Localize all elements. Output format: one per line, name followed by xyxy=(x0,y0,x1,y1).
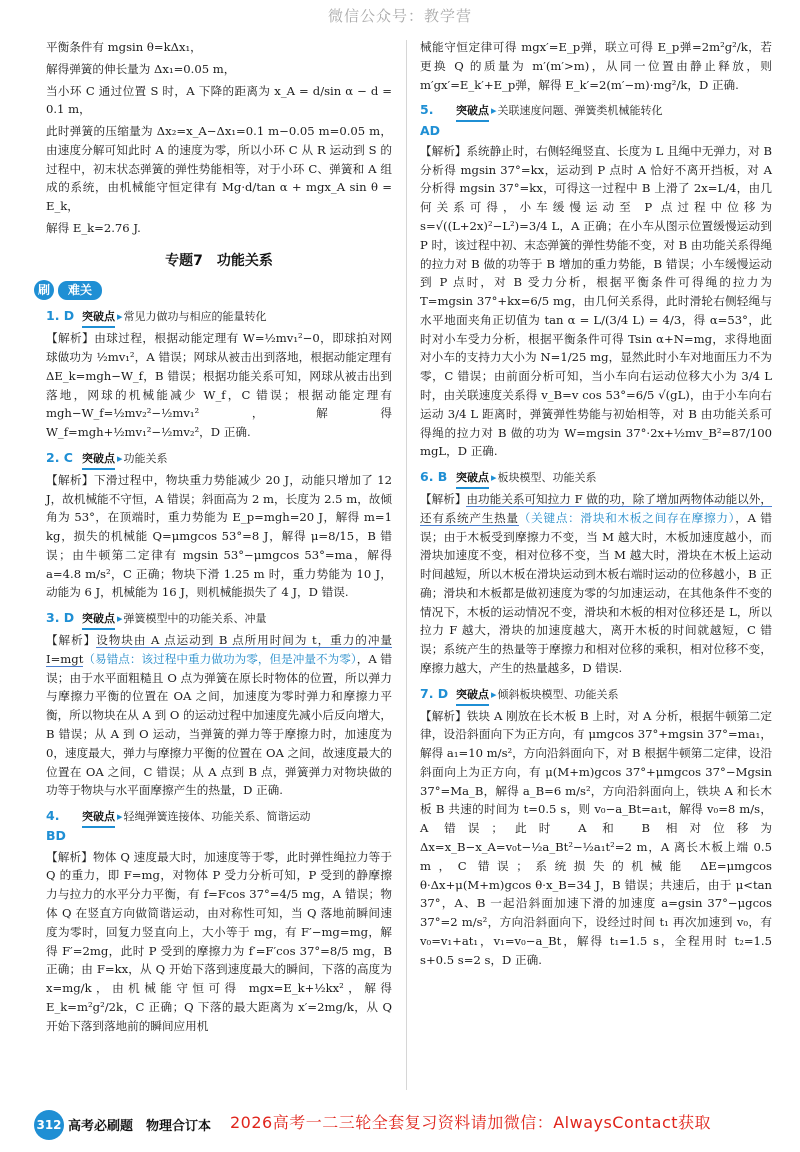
answer-item xyxy=(420,467,772,678)
answer-body xyxy=(46,631,392,800)
answer-body: 【解析】由球过程，根据动能定理有 W=½mv₁²−0，即球拍对网球做功为 ½mv₁²，A 错误；网球从被击出到落地，根据动能定理有 ΔE_k=mgh−W_f，B 错误；根据功能关系可知，网球从被击出到落地，网球的机械能减少 W_f，C 错误；根据动能定理有 mgh−W_f=½mv₂²−½mv₁²，解得 W_f=mgh+½mv₁²−½mv₂²，D 正确. xyxy=(46,331,392,440)
answer-header xyxy=(46,806,392,847)
answer-body: 【解析】下滑过程中，物块重力势能减少 20 J，动能只增加了 12 J，故机械能不守恒，A 错误；斜面高为 2 m，长度为 2.5 m，故倾角为 53°，在顶端时，重力势能为 E_p=mgh=20 J，解得 m=1 kg，损失的机械能 Q=μmgcos 53°=8 J，解得 μ=8/15，B 错误；由牛顿第二定律有 mgsin 53°−μmgcos 53°=ma，解得 a=4.8 m/s²，C 正确；物块下滑 1.25 m 时，重力势能为 10 J，动能为 6 J，机械能为 16 J，则机械能损失了 4 J，D 错误. xyxy=(46,472,392,600)
answer-number: 1. D xyxy=(46,308,75,324)
breakthrough-label: 突破点 xyxy=(82,450,115,470)
answer-body xyxy=(420,490,772,678)
intro-line: 当小环 C 通过位置 S 时，A 下降的距离为 x_A = d/sin α − d = 0.1 m， xyxy=(46,83,392,117)
book-title: 高考必刷题 物理合订本 xyxy=(68,1119,212,1134)
left-intro xyxy=(46,38,392,238)
answer-header xyxy=(420,684,772,706)
left-column xyxy=(37,38,393,1038)
answer-item xyxy=(420,684,772,970)
key-point-note: （关键点：滑块和木板之间存在摩擦力） xyxy=(518,510,736,525)
difficulty-label: 难关 xyxy=(58,281,102,300)
difficulty-tag xyxy=(34,280,392,300)
breakthrough-topic: ▸ 板块模型、功能关系 xyxy=(491,469,597,487)
answer-continuation: 械能守恒定律可得 mgx′=E_p弹，联立可得 E_p弹=2m²g²/k，若更换 Q 的质量为 m′(m′>m)，从同一位置由静止释放，则 m′gx′=E_k′+E_p弹，解得 E_k′=2(m′−m)·mg²/k，D 正确. xyxy=(420,40,772,92)
answer-number: 6. B xyxy=(420,469,448,485)
answer-body: 【解析】物体 Q 速度最大时，加速度等于零，此时弹性绳拉力等于 Q 的重力，即 F=mg，对物体 P 受力分析可知，P 受到的静摩擦力与拉力的水平分力平衡，有 f=Fcos 37°=4/5 mg，A 错误；物体 Q 在竖直方向做简谐运动，由对称性可知，当 Q 落地前瞬间速度为零时，回复力竖直向上，大小等于 mg，有 F′−mg=mg，解得 F′=2mg，此时 P 受到的摩擦力为 f′=F′cos 37°=8/5 mg，B 正确；由 F=kx，从 Q 开始下落到速度最大的瞬间，下落的高度为 x=mg/k，由机械能守恒可得 mgx=E_k+½kx²，解得 E_k=m²g²/2k，C 正确；Q 下落的最大距离为 x′=2mg/k，从 Q 开始下落到落地前的瞬间应用机 xyxy=(46,849,392,1033)
bottom-watermark: 2026高考一二三轮全套复习资料请加微信：AlwaysContact获取 xyxy=(230,1113,712,1132)
breakthrough-label: 突破点 xyxy=(82,808,115,828)
breakthrough-label: 突破点 xyxy=(456,469,489,489)
answer-item xyxy=(46,306,392,442)
underlined-text: 由功能关系可知拉力 F 做的功，除了增加两物体动能以外，还有系统产生热量 xyxy=(420,491,772,525)
answer-body: 【解析】铁块 A 刚放在长木板 B 上时，对 A 分析，根据牛顿第二定律，设沿斜面向下为正方向，有 μmgcos 37°+mgsin 37°=ma₁，解得 a₁=10 m/s²，方向沿斜面向下，对 B 根据牛顿第二定律，设沿斜面向上为正方向，有 μ(M+m)gcos 37°+μmgcos 37°−Mgsin 37°=Ma_B，解得 a_B=6 m/s²，方向沿斜面向上，铁块 A 和长木板 B 共速的时间为 t=0.5 s，则 v₀−a_Bt=a₁t，解得 v₀=8 m/s，A 错误；此时 A 和 B 相对位移为 Δx=x_B−x_A=v₀t−½a_Bt²−½a₁t²=2 m，A 离长木板上端 0.5 m，C 错误；系统损失的机械能 ΔE=μmgcos θ·Δx+μ(M+m)gcos θ·x_B=34 J，B 错误；共速后，由于 μ<tan 37°，A、B 一起沿斜面加速下滑的加速度 a=gsin 37°−μgcos 37°=2 m/s²，方向沿斜面向下，设经过时间 t₁ 再次加速到 v₀，有 v₀=v₁+at₁，v₁=v₀−a_Bt，解得 t₁=1.5 s，全程用时 t₂=1.5 s+0.5 s=2 s，D 正确. xyxy=(420,708,772,967)
intro-line: 解得弹簧的伸长量为 Δx₁=0.05 m， xyxy=(46,61,236,76)
breakthrough-label: 突破点 xyxy=(82,308,115,328)
answer-number: 2. C xyxy=(46,449,73,465)
page-number: 312 xyxy=(34,1110,64,1140)
breakthrough-topic: ▸ 功能关系 xyxy=(117,450,168,468)
answer-number: 5. AD xyxy=(420,102,441,138)
answer-number: 7. D xyxy=(420,685,449,701)
breakthrough-topic: ▸ 轻绳弹簧连接体、功能关系、简谐运动 xyxy=(117,808,311,826)
answer-item xyxy=(46,448,392,602)
column-divider xyxy=(406,40,407,1090)
intro-line: 此时弹簧的压缩量为 Δx₂=x_A−Δx₁=0.1 m−0.05 m=0.05 m，由速度分解可知此时 A 的速度为零，所以小环 C 从 R 运动到 S 的过程中，初末状态弹簧的弹性势能相等，对于小环 C、弹簧和 A 组成的系统，由机械能守恒定律有 Mg·d/tan α + mgx_A sin θ = E_k， xyxy=(46,124,392,214)
answer-header xyxy=(46,608,392,630)
breakthrough-label: 突破点 xyxy=(456,102,489,122)
intro-line: 平衡条件有 mgsin θ=kΔx₁， xyxy=(46,40,202,54)
intro-line: 解得 E_k=2.76 J. xyxy=(46,221,141,236)
analysis-label: 【解析】 xyxy=(420,491,467,506)
analysis-label: 【解析】 xyxy=(46,633,97,648)
breakthrough-label: 突破点 xyxy=(82,610,115,630)
error-prone-note: （易错点：该过程中重力做功为零，但是冲量不为零） xyxy=(83,651,357,666)
breakthrough-topic: ▸ 常见力做功与相应的能量转化 xyxy=(117,308,267,326)
answer-number: 3. D xyxy=(46,610,75,626)
breakthrough-topic: ▸ 倾斜板块模型、功能关系 xyxy=(491,686,619,704)
answer-item xyxy=(46,806,392,1035)
answer-body-rest: ，A 错误；由于木板受到摩擦力不变，当 M 越大时，木板加速度越小，而滑块加速度不变，相对位移不变，当 M 越大时，滑块在木板上运动时间越短，所以木板在滑块运动到木板右端时运动的位移越小，B 正确；滑块和木板都是做初速度为零的匀加速运动，在其他条件不变的情况下，木板的运动情况不变，滑块和木板的相对位移还是 L，所以拉力 F 越大，滑块的加速度越大，离开木板的时间就越短，C 错误；系统产生的热量等于摩擦力和相对位移的乘积，相对位移不变，摩擦力越大，产生的热量越多，D 错误. xyxy=(420,510,772,675)
underlined-text: 设物块由 A 点运动到 B 点所用时间为 t，重力的冲量 I=mgt xyxy=(46,633,392,666)
breakthrough-topic: ▸ 弹簧模型中的功能关系、冲量 xyxy=(117,610,267,628)
top-watermark: 微信公众号：教学营 xyxy=(327,7,472,25)
right-column xyxy=(420,38,772,973)
answer-number: 4. BD xyxy=(46,808,66,844)
answer-header xyxy=(420,100,772,141)
answer-header xyxy=(46,306,392,328)
breakthrough-topic: ▸ 关联速度问题、弹簧类机械能转化 xyxy=(491,102,663,120)
breakthrough-label: 突破点 xyxy=(456,686,489,706)
answer-header xyxy=(46,448,392,470)
answer-body-rest: ，A 错误；由于水平面粗糙且 O 点为弹簧在原长时物体的位置，所以弹力与摩擦力平衡的位置在 OA 之间，加速度为零时弹力和摩擦力平衡，所以物块在从 A 到 O 的运动过程中加速度先减小后反向增大，B 错误；从 A 到 O 运动，当弹簧的弹力等于摩擦力时，加速度为 0，速度最大，弹力与摩擦力平衡的位置在 OA 之间，故速度最大的位置在 OA 之间，C 错误；从 A 点到 B 点，弹簧弹力对物块做的功等于物块与水平面摩擦产生的热量，D 正确. xyxy=(46,651,393,798)
answer-item xyxy=(420,100,772,461)
topic-title: 专题7 功能关系 xyxy=(165,252,273,269)
answer-item xyxy=(46,608,392,800)
brush-icon: 刷 xyxy=(34,280,54,300)
answer-body: 【解析】系统静止时，右侧轻绳竖直、长度为 L 且绳中无弹力，对 B 分析得 mgsin 37°=kx，运动到 P 点时 A 恰好不离开挡板，对 A 分析得 mgsin 37°=kx，可得这一过程中 B 上滑了 2x=L/4，由几何关系可得，小车缓慢运动至 P 点过程中位移为 s=√((L+2x)²−L²)=3/4 L，A 正确；在小车从图示位置缓慢运动到 P 时，该过程中初、末态弹簧的弹性势能不变，对 B 由功能关系得绳的拉力对 B 做的功等于 B 增加的重力势能，B 错误；小车缓慢运动到 P 点时，对 B 受力分析，根据平衡条件可得绳的拉力为 T=mgsin 37°+kx=6/5 mg，由几何关系得，此时滑轮右侧轻绳与水平地面夹角正切值为 tan α = L/(3/4 L) = 4/3，得 α=53°，此时对小车受力分析，根据平衡条件可得 Tsin α+N=mg，求得地面对小车的支持力大小为 N=1/25 mg，显然此时小车对地面压力不为零，C 错误；由前面分析可知，当小车向右运动位移大小为 3/4 L 时，由关联速度关系得 v_B=v cos 53°=6/5 √(gL)，由于小车向右运动 3/4 L 距离时，弹簧弹性势能与初始相等，对 B 由功能关系可得绳的拉力对 B 做的功为 W=mgsin 37°·2x+½mv_B²=87/100 mgL，D 正确. xyxy=(420,143,773,459)
answer-header xyxy=(420,467,772,489)
